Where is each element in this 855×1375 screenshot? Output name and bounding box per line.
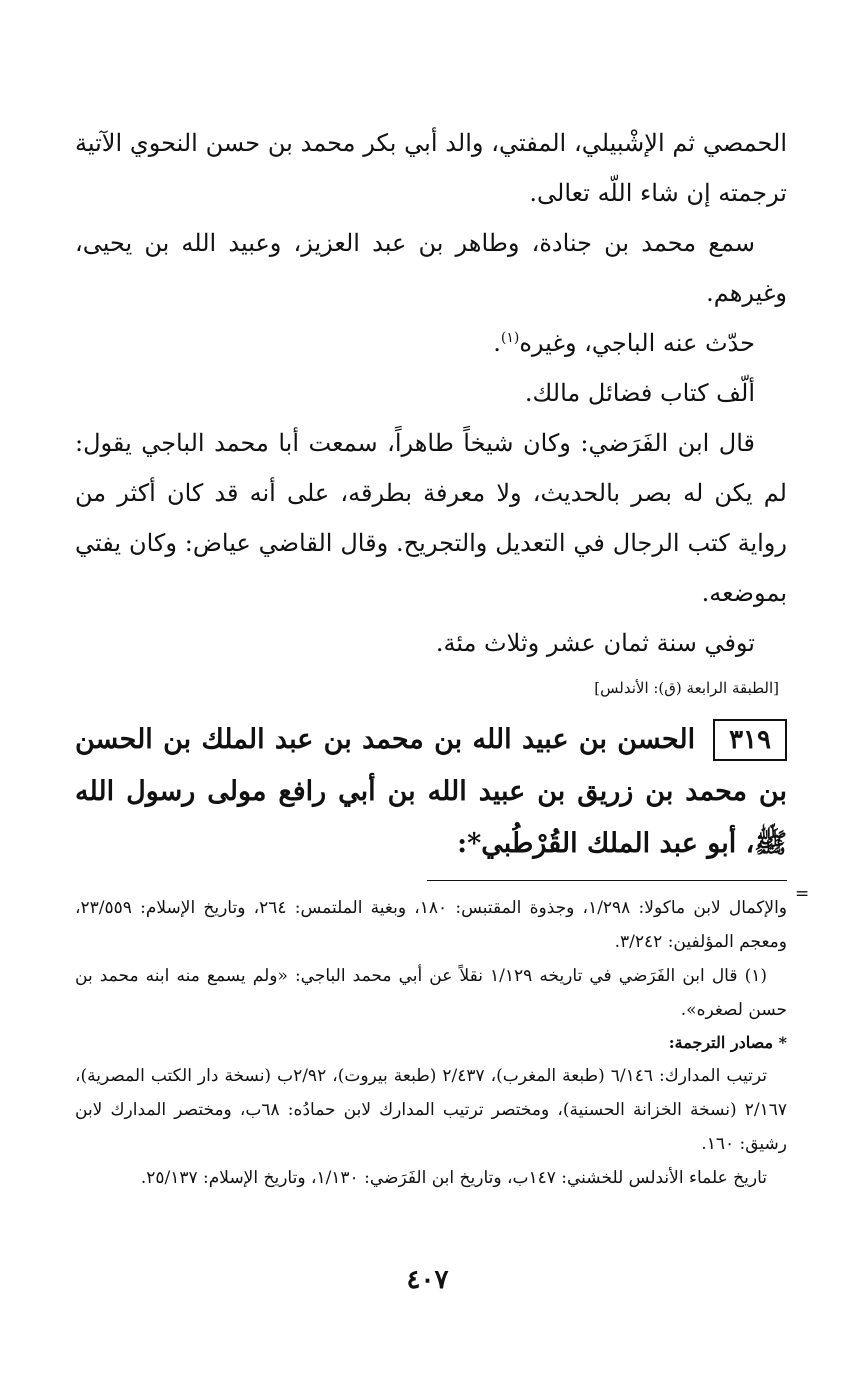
body-paragraph: ألّف كتاب فضائل مالك.	[524, 379, 755, 407]
body-paragraph: سمع محمد بن جنادة، وطاهر بن عبد العزيز، وعبيد الله بن يحيى، وغيرهم.	[75, 229, 787, 307]
body-paragraph: الحمصي ثم الإشْبيلي، المفتي، والد أبي بكر محمد بن حسن النحوي الآتية ترجمته إن شاء اللّه تعالى.	[75, 129, 787, 207]
body-paragraph-end: .	[493, 329, 501, 357]
footnote-reference[interactable]: (١)	[500, 330, 520, 346]
footnote-1: (١) قال ابن الفَرَضي في تاريخه ١/١٢٩ نقلاً عن أبي محمد الباجي: «ولم يسمع منه ابنه محمد بن حسن لصغره».	[75, 966, 787, 1020]
body-paragraph	[75, 318, 787, 368]
entry-number-box: ٣١٩	[713, 719, 787, 761]
entry-title: الحسن بن عبيد الله بن محمد بن عبد الملك بن الحسن بن محمد بن زريق بن عبيد الله بن أبي رافع مولى رسول الله ﷺ، أبو عبد الملك القُرْطُبي*:	[75, 724, 787, 859]
sources-title: * مصادر الترجمة:	[668, 1033, 787, 1052]
classification-tag: [الطبقة الرابعة (ق): الأندلس]	[594, 679, 779, 697]
footnote-continuation: والإكمال لابن ماكولا: ١/٢٩٨، وجذوة المقتبس: ١٨٠، وبغية الملتمس: ٢٦٤، وتاريخ الإسلام: ٢٣/٥٥٩، ومعجم المؤلفين: ٣/٢٤٢.	[75, 898, 788, 952]
footnote-divider	[427, 880, 787, 881]
entry-heading	[75, 714, 787, 870]
source-entry: تاريخ علماء الأندلس للخشني: ١٤٧ب، وتاريخ ابن الفَرَضي: ١/١٣٠، وتاريخ الإسلام: ٢٥/١٣٧.	[140, 1168, 767, 1188]
page-body	[75, 118, 787, 1195]
body-paragraph: قال ابن الفَرَضي: وكان شيخاً طاهراً، سمعت أبا محمد الباجي يقول: لم يكن له بصر بالحديث، ولا معرفة بطرقه، على أنه قد كان أكثر من رواية كتب الرجال في التعديل والتجريح. وقال القاضي عياض: وكان يفتي بموضعه.	[75, 429, 787, 607]
body-paragraph: توفي سنة ثمان عشر وثلاث مئة.	[435, 629, 755, 657]
source-entry: ترتيب المدارك: ٦/١٤٦ (طبعة المغرب)، ٢/٤٣٧ (طبعة بيروت)، ٢/٩٢ب (نسخة دار الكتب المصرية)، ٢/١٦٧ (نسخة الخزانة الحسنية)، ومختصر ترتيب المدارك لابن حمادُه: ٦٨ب، ومختصر المدارك لابن رشيق: ١٦٠.	[75, 1066, 787, 1154]
continuation-mark: =	[795, 884, 810, 904]
body-paragraph-text: حدّث عنه الباجي، وغيره	[519, 329, 755, 357]
page-number: ٤٠٧	[406, 1265, 449, 1295]
